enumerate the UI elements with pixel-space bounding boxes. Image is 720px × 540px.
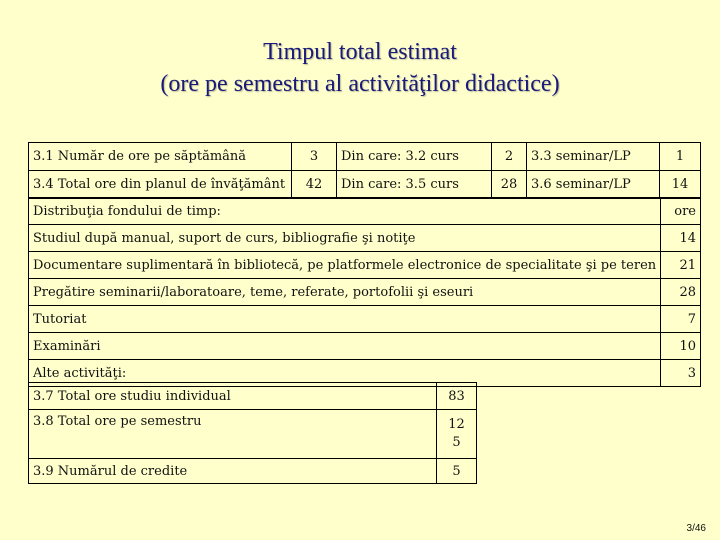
hours-value: 42 <box>292 171 337 199</box>
course-label: Din care: 3.5 curs <box>337 171 492 199</box>
total-value-line-1: 12 <box>448 417 465 432</box>
table-row <box>29 252 701 279</box>
table-row <box>29 279 701 306</box>
table-row <box>29 198 701 225</box>
activity-label: Studiul după manual, suport de curs, bibliografie şi notiţe <box>29 225 661 252</box>
activity-hours: 21 <box>661 252 701 279</box>
hours-table <box>28 142 701 199</box>
total-value-line-2: 5 <box>452 435 461 450</box>
table-row <box>29 171 701 199</box>
hours-value: 3 <box>292 143 337 171</box>
total-value <box>437 383 477 410</box>
total-value <box>437 459 477 484</box>
table-row <box>29 459 477 484</box>
distribution-table <box>28 197 701 387</box>
activity-hours: 3 <box>661 360 701 387</box>
activity-label: Pregătire seminarii/laboratoare, teme, referate, portofolii şi eseuri <box>29 279 661 306</box>
distribution-header-unit: ore <box>661 198 701 225</box>
total-value-line-1: 83 <box>448 388 465 404</box>
course-value: 2 <box>492 143 527 171</box>
seminar-value: 14 <box>660 171 701 199</box>
activity-label: Tutoriat <box>29 306 661 333</box>
activity-label: Documentare suplimentară în bibliotecă, pe platformele electronice de specialitate şi pe teren <box>29 252 661 279</box>
totals-table <box>28 382 477 484</box>
seminar-value: 1 <box>660 143 701 171</box>
course-label: Din care: 3.2 curs <box>337 143 492 171</box>
total-label: 3.8 Total ore pe semestru <box>29 410 437 459</box>
total-label: 3.9 Numărul de credite <box>29 459 437 484</box>
table-row <box>29 225 701 252</box>
hours-label: 3.1 Număr de ore pe săptămână <box>29 143 292 171</box>
total-value <box>437 410 477 459</box>
table-row <box>29 383 477 410</box>
hours-label: 3.4 Total ore din planul de învăţământ <box>29 171 292 199</box>
slide-title <box>0 36 720 100</box>
table-row <box>29 306 701 333</box>
activity-hours: 10 <box>661 333 701 360</box>
activity-label: Alte activităţi: <box>29 360 661 387</box>
course-value: 28 <box>492 171 527 199</box>
title-line-2: (ore pe semestru al activităţilor didactice) <box>160 71 560 97</box>
table-row <box>29 143 701 171</box>
seminar-label: 3.6 seminar/LP <box>527 171 660 199</box>
activity-hours: 7 <box>661 306 701 333</box>
title-line-1: Timpul total estimat <box>263 39 457 65</box>
distribution-header-label: Distribuţia fondului de timp: <box>29 198 661 225</box>
total-label: 3.7 Total ore studiu individual <box>29 383 437 410</box>
seminar-label: 3.3 seminar/LP <box>527 143 660 171</box>
page-number: 3/46 <box>686 523 706 534</box>
table-row <box>29 410 477 459</box>
table-row <box>29 333 701 360</box>
activity-hours: 14 <box>661 225 701 252</box>
activity-hours: 28 <box>661 279 701 306</box>
activity-label: Examinări <box>29 333 661 360</box>
total-value-line-1: 5 <box>452 463 461 479</box>
